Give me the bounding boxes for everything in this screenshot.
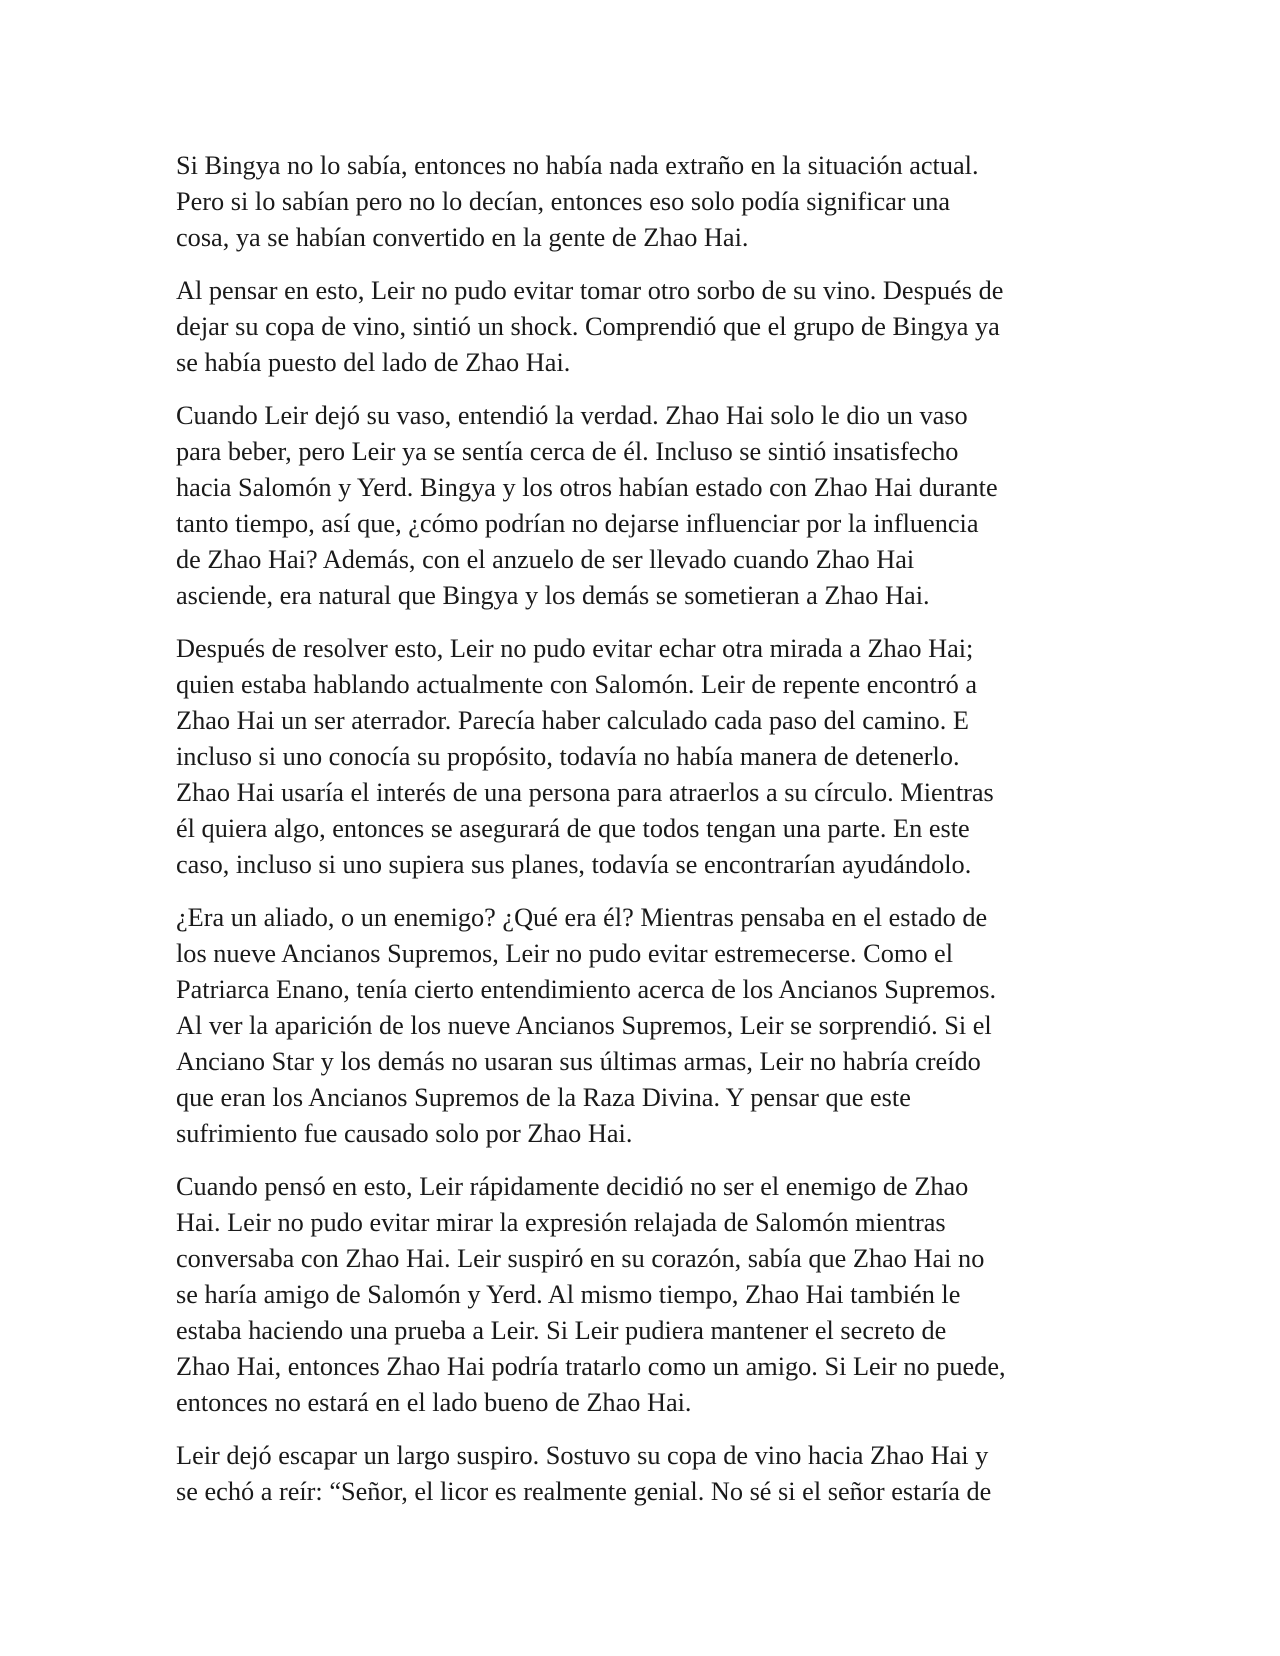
text-line: Al ver la aparición de los nueve Ancianos Supremos, Leir se sorprendió. Si el <box>176 1011 992 1040</box>
text-line: Zhao Hai usaría el interés de una persona para atraerlos a su círculo. Mientras <box>176 778 994 807</box>
text-line: Si Bingya no lo sabía, entonces no había nada extraño en la situación actual. <box>176 151 979 180</box>
text-line: se haría amigo de Salomón y Yerd. Al mismo tiempo, Zhao Hai también le <box>176 1280 961 1309</box>
text-line: que eran los Ancianos Supremos de la Raza Divina. Y pensar que este <box>176 1083 911 1112</box>
text-line: para beber, pero Leir ya se sentía cerca de él. Incluso se sintió insatisfecho <box>176 437 959 466</box>
paragraph-3 <box>176 398 1116 614</box>
text-line: Cuando pensó en esto, Leir rápidamente decidió no ser el enemigo de Zhao <box>176 1172 969 1201</box>
text-line: tanto tiempo, así que, ¿cómo podrían no dejarse influenciar por la influencia <box>176 509 979 538</box>
text-line: Cuando Leir dejó su vaso, entendió la verdad. Zhao Hai solo le dio un vaso <box>176 401 968 430</box>
text-line: ¿Era un aliado, o un enemigo? ¿Qué era él? Mientras pensaba en el estado de <box>176 903 988 932</box>
text-line: Leir dejó escapar un largo suspiro. Sostuvo su copa de vino hacia Zhao Hai y <box>176 1441 989 1470</box>
text-line: incluso si uno conocía su propósito, todavía no había manera de detenerlo. <box>176 742 960 771</box>
text-line: cosa, ya se habían convertido en la gente de Zhao Hai. <box>176 223 749 252</box>
text-line: Al pensar en esto, Leir no pudo evitar tomar otro sorbo de su vino. Después de <box>176 276 1004 305</box>
paragraph-4 <box>176 631 1116 883</box>
text-line: quien estaba hablando actualmente con Salomón. Leir de repente encontró a <box>176 670 978 699</box>
text-line: Zhao Hai, entonces Zhao Hai podría tratarlo como un amigo. Si Leir no puede, <box>176 1352 1006 1381</box>
text-line: estaba haciendo una prueba a Leir. Si Leir pudiera mantener el secreto de <box>176 1316 947 1345</box>
text-line: dejar su copa de vino, sintió un shock. Comprendió que el grupo de Bingya ya <box>176 312 1000 341</box>
paragraph-7 <box>176 1438 1116 1510</box>
text-line: de Zhao Hai? Además, con el anzuelo de ser llevado cuando Zhao Hai <box>176 545 915 574</box>
text-line: caso, incluso si uno supiera sus planes, todavía se encontrarían ayudándolo. <box>176 850 972 879</box>
text-line: Zhao Hai un ser aterrador. Parecía haber calculado cada paso del camino. E <box>176 706 969 735</box>
paragraph-2 <box>176 273 1116 381</box>
text-line: Patriarca Enano, tenía cierto entendimiento acerca de los Ancianos Supremos. <box>176 975 997 1004</box>
text-line: hacia Salomón y Yerd. Bingya y los otros habían estado con Zhao Hai durante <box>176 473 998 502</box>
paragraph-5 <box>176 900 1116 1152</box>
document-page <box>176 148 1116 1527</box>
text-line: sufrimiento fue causado solo por Zhao Hai. <box>176 1119 633 1148</box>
text-line: se había puesto del lado de Zhao Hai. <box>176 348 571 377</box>
text-line: asciende, era natural que Bingya y los demás se sometieran a Zhao Hai. <box>176 581 930 610</box>
text-line: conversaba con Zhao Hai. Leir suspiró en su corazón, sabía que Zhao Hai no <box>176 1244 985 1273</box>
text-line: Pero si lo sabían pero no lo decían, entonces eso solo podía significar una <box>176 187 951 216</box>
text-line: se echó a reír: “Señor, el licor es realmente genial. No sé si el señor estaría de <box>176 1477 992 1506</box>
text-line: entonces no estará en el lado bueno de Zhao Hai. <box>176 1388 692 1417</box>
text-line: Anciano Star y los demás no usaran sus últimas armas, Leir no habría creído <box>176 1047 981 1076</box>
text-line: los nueve Ancianos Supremos, Leir no pudo evitar estremecerse. Como el <box>176 939 954 968</box>
paragraph-1 <box>176 148 1116 256</box>
text-line: Después de resolver esto, Leir no pudo evitar echar otra mirada a Zhao Hai; <box>176 634 974 663</box>
paragraph-6 <box>176 1169 1116 1421</box>
text-line: él quiera algo, entonces se asegurará de que todos tengan una parte. En este <box>176 814 970 843</box>
text-line: Hai. Leir no pudo evitar mirar la expresión relajada de Salomón mientras <box>176 1208 946 1237</box>
